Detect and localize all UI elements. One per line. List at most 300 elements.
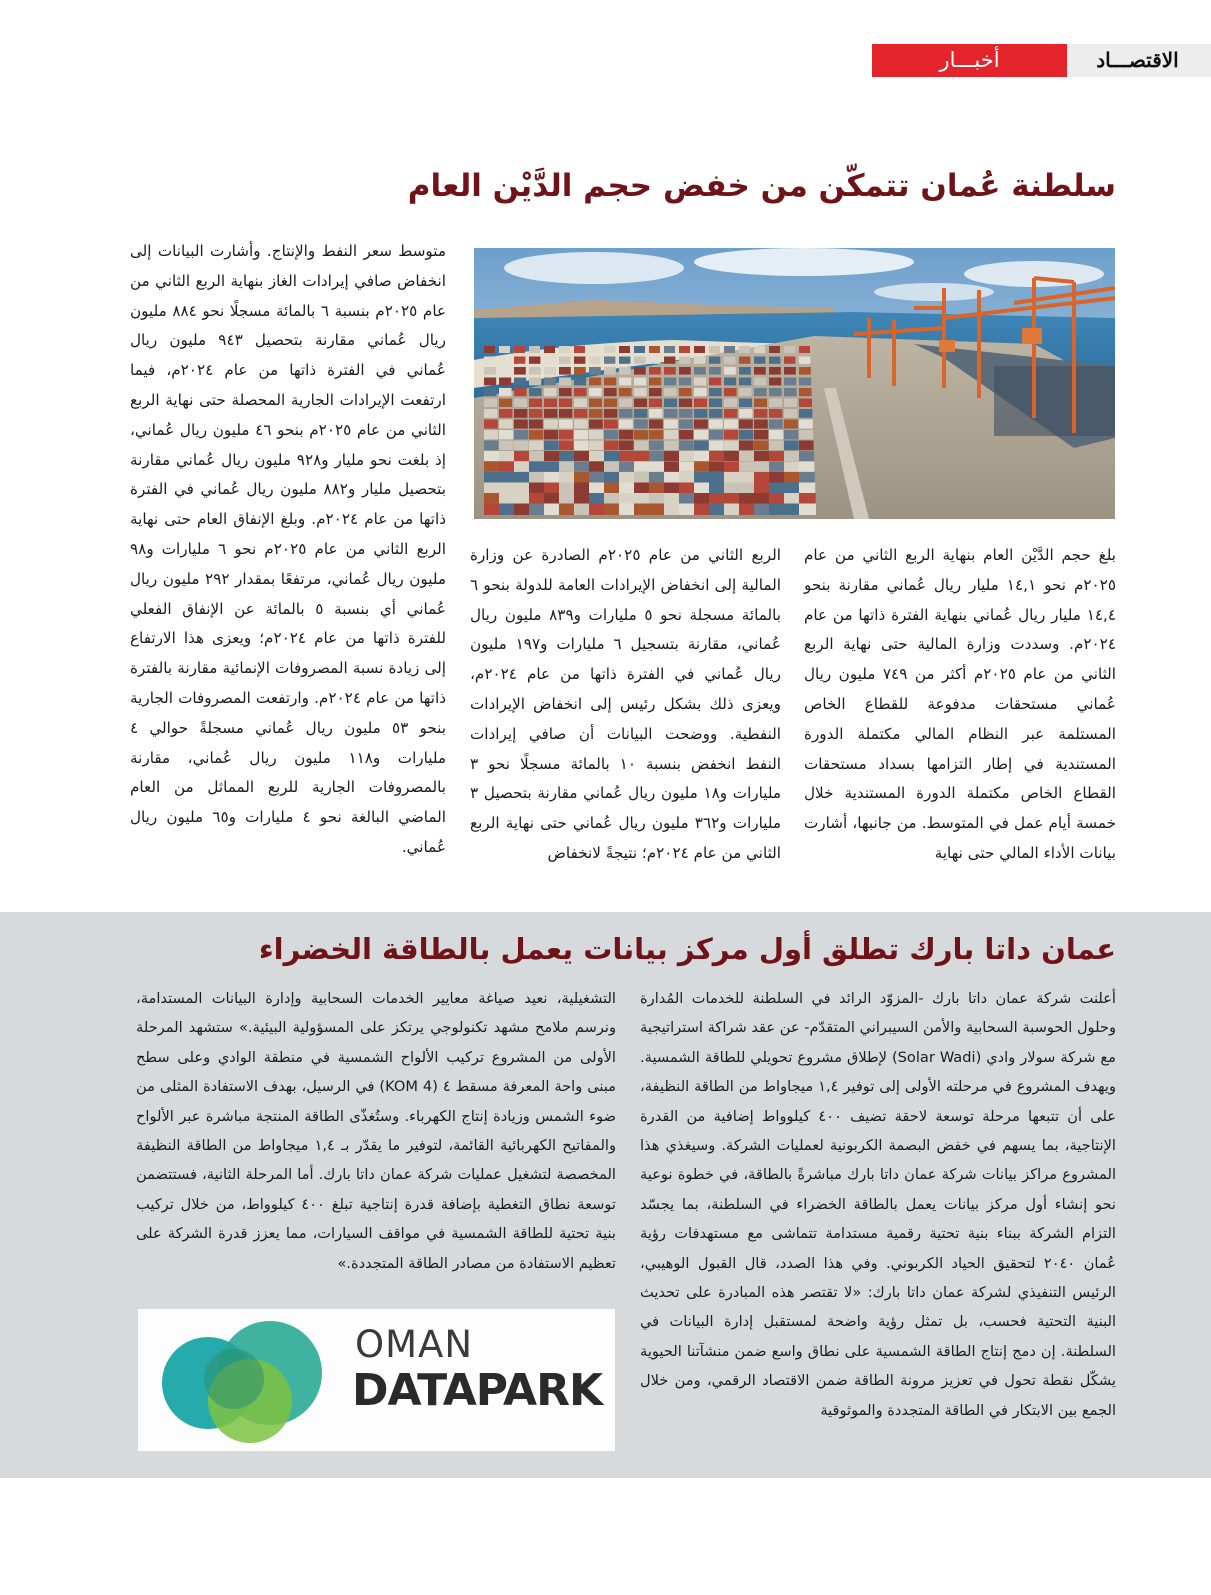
shipping-container	[649, 493, 666, 504]
shipping-container	[649, 378, 661, 386]
shipping-container	[589, 357, 600, 364]
shipping-container	[724, 409, 737, 418]
shipping-container	[634, 367, 646, 375]
shipping-container	[514, 451, 529, 461]
shipping-container	[769, 378, 781, 386]
shipping-container	[574, 472, 590, 483]
shipping-container	[574, 388, 587, 396]
shipping-container	[649, 357, 660, 364]
shipping-container	[739, 462, 754, 472]
shipping-container	[709, 462, 724, 472]
shipping-container	[709, 441, 724, 451]
shipping-container	[619, 388, 632, 396]
shipping-container	[589, 451, 604, 461]
shipping-container	[769, 409, 782, 418]
shipping-container	[589, 378, 601, 386]
shipping-container	[784, 357, 795, 364]
shipping-container	[679, 388, 692, 396]
shipping-container	[769, 451, 784, 461]
article-column-2	[470, 541, 781, 869]
shipping-container	[649, 483, 665, 494]
shipping-container	[574, 441, 589, 451]
shipping-container	[724, 399, 737, 408]
shipping-container	[529, 357, 540, 364]
shipping-container	[769, 493, 786, 504]
shipping-container	[634, 388, 647, 396]
shipping-container	[649, 420, 663, 429]
shipping-container	[514, 357, 525, 364]
shipping-container	[754, 504, 771, 516]
shipping-container	[769, 367, 781, 375]
shipping-container	[544, 483, 560, 494]
shipping-container	[724, 493, 741, 504]
shipping-container	[514, 472, 530, 483]
shipping-container	[544, 367, 556, 375]
shipping-container	[784, 472, 800, 483]
shipping-container	[799, 441, 814, 451]
shipping-container	[799, 399, 812, 408]
shipping-container	[679, 430, 693, 439]
shipping-container	[769, 441, 784, 451]
port-photo	[474, 248, 1115, 519]
shipping-container	[679, 357, 690, 364]
shipping-container	[499, 430, 513, 439]
shipping-container	[484, 367, 496, 375]
shipping-container	[664, 388, 677, 396]
shipping-container	[544, 388, 557, 396]
shipping-container	[589, 472, 605, 483]
shipping-container	[784, 420, 798, 429]
shipping-container	[529, 493, 546, 504]
shipping-container	[529, 472, 545, 483]
shipping-container	[634, 378, 646, 386]
shipping-container	[484, 346, 495, 353]
logo-text-oman: OMAN	[355, 1323, 474, 1366]
shipping-container	[664, 451, 679, 461]
shipping-container	[664, 409, 677, 418]
shipping-container	[589, 504, 606, 516]
shipping-container	[649, 462, 664, 472]
shipping-container	[619, 399, 632, 408]
shipping-container	[589, 493, 606, 504]
shipping-container	[604, 420, 618, 429]
shipping-container	[784, 441, 799, 451]
shipping-container	[754, 430, 768, 439]
shipping-container	[544, 357, 555, 364]
shipping-container	[784, 430, 798, 439]
shipping-container	[634, 472, 650, 483]
shipping-container	[589, 346, 600, 353]
shipping-container	[604, 451, 619, 461]
shipping-container	[559, 430, 573, 439]
shipping-container	[709, 493, 726, 504]
shipping-container	[769, 388, 782, 396]
shipping-container	[799, 378, 811, 386]
shipping-container	[619, 483, 635, 494]
shipping-container	[559, 493, 576, 504]
shipping-container	[694, 420, 708, 429]
shipping-container	[724, 472, 740, 483]
shipping-container	[694, 409, 707, 418]
shipping-container	[769, 357, 780, 364]
shipping-container	[724, 357, 735, 364]
shipping-container	[679, 472, 695, 483]
shipping-container	[679, 483, 695, 494]
shipping-container	[544, 409, 557, 418]
shipping-container	[499, 409, 512, 418]
shipping-container	[799, 462, 814, 472]
shipping-container	[619, 378, 631, 386]
shipping-container	[529, 483, 545, 494]
shipping-container	[679, 462, 694, 472]
shipping-container	[529, 388, 542, 396]
shipping-container	[604, 462, 619, 472]
shipping-container	[544, 504, 561, 516]
shipping-container	[694, 346, 705, 353]
shipping-container	[799, 346, 810, 353]
shipping-container	[739, 493, 756, 504]
shipping-container	[784, 462, 799, 472]
shipping-container	[679, 409, 692, 418]
shipping-container	[484, 388, 497, 396]
shipping-container	[709, 367, 721, 375]
shipping-container	[664, 399, 677, 408]
shipping-container	[709, 472, 725, 483]
shipping-container	[484, 409, 497, 418]
shipping-container	[544, 430, 558, 439]
shipping-container	[484, 378, 496, 386]
shipping-container	[754, 346, 765, 353]
shipping-container	[634, 493, 651, 504]
shipping-container	[694, 504, 711, 516]
shipping-container	[544, 420, 558, 429]
shipping-container	[589, 367, 601, 375]
shipping-container	[574, 346, 585, 353]
shipping-container	[589, 388, 602, 396]
shipping-container	[769, 483, 785, 494]
shipping-container	[574, 504, 591, 516]
shipping-container	[739, 346, 750, 353]
shipping-container	[664, 420, 678, 429]
shipping-container	[664, 493, 681, 504]
shipping-container	[499, 451, 514, 461]
shipping-container	[559, 346, 570, 353]
shipping-container	[799, 420, 813, 429]
shipping-container	[754, 357, 765, 364]
shipping-container	[604, 367, 616, 375]
shipping-container	[484, 472, 500, 483]
article-headline: عمان داتا بارك تطلق أول مركز بيانات يعمل بالطاقة الخضراء	[258, 932, 1116, 966]
shipping-container	[799, 451, 814, 461]
shipping-container	[544, 441, 559, 451]
shipping-container	[784, 378, 796, 386]
shipping-container	[664, 504, 681, 516]
shipping-container	[709, 504, 726, 516]
shipping-container	[499, 472, 515, 483]
shipping-container	[784, 346, 795, 353]
shipping-container	[709, 399, 722, 408]
shipping-container	[769, 504, 786, 516]
shipping-container	[559, 367, 571, 375]
shipping-container	[709, 430, 723, 439]
shipping-container	[514, 420, 528, 429]
shipping-container	[574, 357, 585, 364]
shipping-container	[709, 451, 724, 461]
shipping-container	[694, 472, 710, 483]
shipping-container	[514, 346, 525, 353]
shipping-container	[769, 472, 785, 483]
shipping-container	[514, 430, 528, 439]
shipping-container	[739, 451, 754, 461]
shipping-container	[514, 409, 527, 418]
shipping-container	[784, 493, 801, 504]
shipping-container	[724, 378, 736, 386]
shipping-container	[664, 472, 680, 483]
shipping-container	[619, 420, 633, 429]
shipping-container	[694, 367, 706, 375]
shipping-container	[589, 430, 603, 439]
shipping-container	[529, 399, 542, 408]
shipping-container	[559, 399, 572, 408]
shipping-container	[634, 357, 645, 364]
shipping-container	[709, 357, 720, 364]
shipping-container	[544, 493, 561, 504]
shipping-container	[604, 388, 617, 396]
shipping-container	[514, 378, 526, 386]
shipping-container	[754, 399, 767, 408]
shipping-container	[649, 430, 663, 439]
shipping-container	[604, 483, 620, 494]
shipping-container	[739, 472, 755, 483]
shipping-container	[499, 462, 514, 472]
shipping-container	[499, 399, 512, 408]
shipping-container	[529, 367, 541, 375]
shipping-container	[724, 451, 739, 461]
shipping-container	[784, 399, 797, 408]
shipping-container	[724, 388, 737, 396]
shipping-container	[604, 409, 617, 418]
shipping-container	[634, 483, 650, 494]
shipping-container	[679, 378, 691, 386]
shipping-container	[529, 504, 546, 516]
shipping-container	[754, 367, 766, 375]
shipping-container	[739, 388, 752, 396]
article-column-1	[640, 984, 1116, 1425]
shipping-container	[589, 462, 604, 472]
shipping-container	[754, 388, 767, 396]
shipping-container	[529, 378, 541, 386]
shipping-container	[649, 451, 664, 461]
shipping-container	[664, 357, 675, 364]
shipping-container	[709, 346, 720, 353]
shipping-container	[529, 346, 540, 353]
shipping-container	[589, 399, 602, 408]
shipping-container	[574, 462, 589, 472]
shipping-container	[499, 388, 512, 396]
shipping-container	[574, 367, 586, 375]
shipping-container	[664, 378, 676, 386]
shipping-container	[559, 420, 573, 429]
shipping-container	[739, 420, 753, 429]
article-paragraph: التشغيلية، نعيد صياغة معايير الخدمات السحابية وإدارة البيانات المستدامة، ونرسم ملامح مشهد تكنولوجي يرتكز على المسؤولية البيئية.» ستشهد المرحلة الأولى من المشروع تركيب الألواح الشمسية في منطقة الوادي وعلى سطح مبنى واحة المعرفة مسقط ٤ (4 KOM) في الرسيل، بهدف الاستفادة المثلى من ضوء الشمس وزيادة إنتاج الكهرباء. وستُغذّى الطاقة المنتجة مباشرة عبر الألواح والمفاتيح الكهربائية القائمة، لتوفير ما يقدّر بـ ١,٤ ميجاواط من الطاقة النظيفة المخصصة لتشغيل عمليات شركة عمان داتا بارك. أما المرحلة الثانية، فستتضمن توسعة نطاق التغطية بإضافة قدرة إنتاجية تبلغ ٤٠٠ كيلوواط، من خلال تركيب بنية تحتية للطاقة الشمسية في مواقف السيارات، مما يعزز قدرة الشركة على تعظيم الاستفادة من مصادر الطاقة المتجددة.»	[136, 990, 617, 1272]
shipping-container	[754, 472, 770, 483]
shipping-container	[499, 346, 510, 353]
shipping-container	[484, 420, 498, 429]
shipping-container	[604, 346, 615, 353]
article-headline: سلطنة عُمان تتمكّن من خفض حجم الدَّيْن العام	[407, 168, 1116, 204]
article-column-2	[136, 984, 616, 1278]
shipping-container	[589, 483, 605, 494]
shipping-container	[574, 409, 587, 418]
shipping-container	[664, 367, 676, 375]
shipping-container	[769, 420, 783, 429]
shipping-container	[514, 483, 530, 494]
shipping-container	[559, 388, 572, 396]
shipping-container	[619, 430, 633, 439]
shipping-container	[589, 409, 602, 418]
shipping-container	[694, 357, 705, 364]
shipping-container	[679, 399, 692, 408]
shipping-container	[559, 441, 574, 451]
shipping-container	[679, 441, 694, 451]
shipping-container	[649, 441, 664, 451]
shipping-container	[784, 504, 801, 516]
shipping-container	[514, 504, 531, 516]
shipping-container	[754, 462, 769, 472]
shipping-container	[619, 357, 630, 364]
shipping-container	[604, 493, 621, 504]
shipping-container	[604, 399, 617, 408]
shipping-container	[544, 378, 556, 386]
shipping-container	[559, 409, 572, 418]
shipping-container	[634, 462, 649, 472]
shipping-container	[559, 462, 574, 472]
shipping-container	[499, 378, 511, 386]
shipping-container	[769, 399, 782, 408]
shipping-container	[754, 493, 771, 504]
shipping-container	[694, 388, 707, 396]
article-column-3	[130, 237, 446, 863]
shipping-container	[529, 420, 543, 429]
shipping-container	[694, 430, 708, 439]
shipping-container	[619, 493, 636, 504]
shipping-container	[544, 472, 560, 483]
shipping-container	[544, 346, 555, 353]
shipping-container	[784, 388, 797, 396]
shipping-container	[769, 346, 780, 353]
container-port-image	[474, 248, 1115, 519]
shipping-container	[754, 483, 770, 494]
shipping-container	[484, 493, 501, 504]
shipping-container	[679, 504, 696, 516]
shipping-container	[754, 441, 769, 451]
shipping-container	[724, 462, 739, 472]
shipping-container	[724, 367, 736, 375]
shipping-container	[784, 451, 799, 461]
shipping-container	[694, 483, 710, 494]
shipping-container	[799, 367, 811, 375]
shipping-container	[784, 483, 800, 494]
magazine-logo: الاقتصـــاد	[1096, 48, 1179, 72]
shipping-container	[679, 493, 696, 504]
shipping-container	[769, 462, 784, 472]
shipping-container	[739, 378, 751, 386]
shipping-container	[634, 346, 645, 353]
section-label: أخبـــار	[939, 48, 1000, 72]
shipping-container	[484, 483, 500, 494]
shipping-container	[559, 357, 570, 364]
shipping-container	[574, 420, 588, 429]
shipping-container	[559, 378, 571, 386]
shipping-container	[649, 472, 665, 483]
shipping-container	[634, 504, 651, 516]
shipping-container	[724, 441, 739, 451]
shipping-container	[484, 462, 499, 472]
shipping-container	[619, 472, 635, 483]
shipping-container	[799, 504, 816, 516]
shipping-container	[514, 399, 527, 408]
shipping-container	[649, 399, 662, 408]
shipping-container	[604, 357, 615, 364]
shipping-container	[754, 409, 767, 418]
article-paragraph: أعلنت شركة عمان داتا بارك -المزوّد الرائد في السلطنة للخدمات المُدارة وحلول الحوسبة السحابية والأمن السيبراني المتقدّم- عن عقد شراكة استراتيجية مع شركة سولار وادي (Solar Wadi) لإطلاق مشروع تحويلي للطاقة الشمسية. ويهدف المشروع في مرحلته الأولى إلى توفير ١,٤ ميجاواط من الطاقة النظيفة، على أن تتبعها مرحلة توسعة لاحقة تضيف ٤٠٠ كيلوواط إضافية من القدرة الإنتاجية، بما يسهم في خفض البصمة الكربونية لعمليات الشركة. وسيغذي هذا المشروع مراكز بيانات شركة عمان داتا بارك مباشرةً بالطاقة، في خطوة نوعية نحو إنشاء أول مركز بيانات يعمل بالطاقة الخضراء في السلطنة، بما يجسّد التزام الشركة ببناء بنية تحتية رقمية مستدامة تتماشى مع مستهدفات رؤية عُمان ٢٠٤٠ لتحقيق الحياد الكربوني. وفي هذا الصدد، قال القبول الوهيبي، الرئيس التنفيذي لشركة عمان داتا بارك: «لا تقتصر هذه المبادرة على تحديث البنية التحتية فحسب، بل تمثل رؤية واضحة لمستقبل إدارة البيانات في السلطنة. إن دمج إنتاج الطاقة الشمسية على نطاق واسع ضمن منشآتنا الحيوية يشكّل نقطة تحول في تعزيز مرونة الطاقة ضمن الاقتصاد الرقمي، ومن خلال الجمع بين الابتكار في الطاقة المتجددة والموثوقية	[640, 990, 1116, 1419]
shipping-container	[709, 378, 721, 386]
logo-circles-icon	[138, 1309, 358, 1451]
shipping-container	[499, 367, 511, 375]
shipping-container	[604, 430, 618, 439]
shipping-container	[484, 399, 497, 408]
shipping-container	[784, 367, 796, 375]
shipping-container	[739, 504, 756, 516]
shipping-container	[499, 357, 510, 364]
shipping-container	[799, 357, 810, 364]
shipping-container	[604, 441, 619, 451]
shipping-container	[799, 388, 812, 396]
shipping-container	[574, 430, 588, 439]
shipping-container	[529, 409, 542, 418]
shipping-container	[529, 451, 544, 461]
shipping-container	[709, 483, 725, 494]
shipping-container	[499, 493, 516, 504]
shipping-container	[544, 462, 559, 472]
shipping-container	[799, 430, 813, 439]
shipping-container	[724, 430, 738, 439]
shipping-container	[529, 462, 544, 472]
shipping-container	[739, 399, 752, 408]
shipping-container	[619, 409, 632, 418]
shipping-container	[679, 367, 691, 375]
shipping-container	[619, 451, 634, 461]
shipping-container	[619, 346, 630, 353]
article-paragraph: بلغ حجم الدَّيْن العام بنهاية الربع الثاني من عام ٢٠٢٥م نحو ١٤,١ مليار ريال عُماني مقارنة بنحو ١٤,٤ مليار ريال عُماني بنهاية الفترة ذاتها من عام ٢٠٢٤م. وسددت وزارة المالية حتى نهاية الربع الثاني من عام ٢٠٢٥م أكثر من ٧٤٩ مليون ريال عُماني مستحقات مدفوعة للقطاع الخاص المستلمة عبر النظام المالي مكتملة الدورة المستندية في إطار التزامها بسداد مستحقات القطاع الخاص مكتملة الدورة المستندية خلال خمسة أيام عمل في المتوسط. من جانبها، أشارت بيانات الأداء المالي حتى نهاية	[804, 546, 1117, 862]
shipping-container	[739, 367, 751, 375]
shipping-container	[574, 451, 589, 461]
shipping-container	[634, 451, 649, 461]
shipping-container	[649, 346, 660, 353]
shipping-container	[694, 441, 709, 451]
shipping-container	[514, 367, 526, 375]
shipping-container	[769, 430, 783, 439]
shipping-container	[589, 441, 604, 451]
shipping-container	[709, 409, 722, 418]
shipping-container	[634, 430, 648, 439]
shipping-container	[604, 472, 620, 483]
shipping-container	[649, 409, 662, 418]
shipping-container	[784, 409, 797, 418]
shipping-container	[799, 472, 815, 483]
shipping-container	[499, 483, 515, 494]
shipping-container	[619, 367, 631, 375]
